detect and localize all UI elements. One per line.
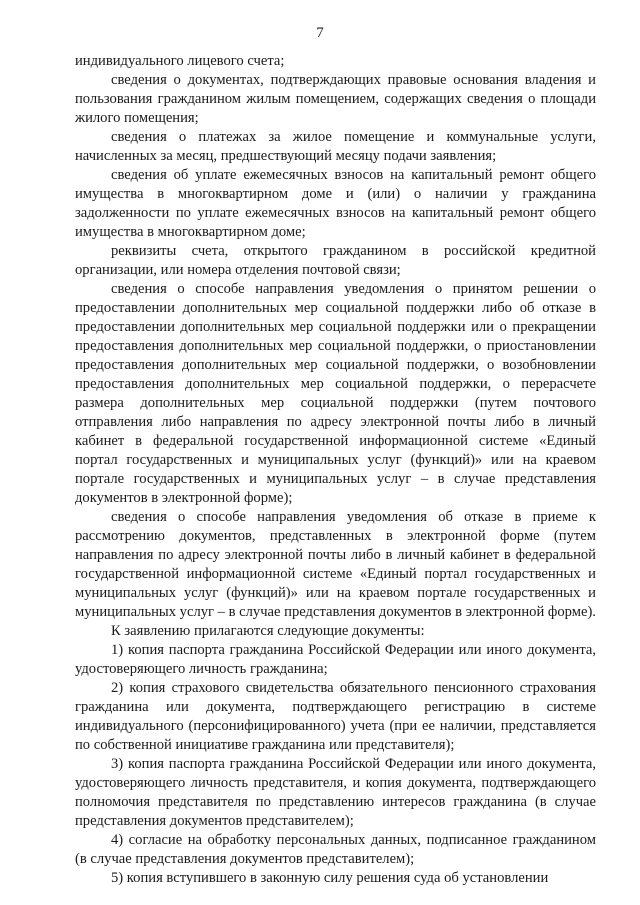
paragraph-9: 1) копия паспорта гражданина Российской Федерации или иного документа, удостоверяющего личность гражданина; — [75, 642, 596, 677]
paragraph-11: 3) копия паспорта гражданина Российской Федерации или иного документа, удостоверяющего личность представителя, и копия документа, подтверждающего полномочия представителя по представлению интересов гражданина (в случае представления документов представителем); — [75, 756, 596, 829]
page-number: 7 — [316, 25, 324, 41]
document-body — [75, 52, 596, 888]
paragraph-6: сведения о способе направления уведомления о принятом решении о предоставлении дополнительных мер социальной поддержки либо об отказе в предоставлении дополнительных мер социальной поддержки или о прекращении предоставления дополнительных мер социальной поддержки, о приостановлении предоставления дополнительных мер социальной поддержки, о возобновлении предоставления дополнительных мер социальной поддержки, о перерасчете размера дополнительных мер социальной поддержки (путем почтового отправления либо направления по адресу электронной почты либо в личный кабинет в федеральной государственной информационной системе «Единый портал государственных и муниципальных услуг (функций)» или на краевом портале государственных и муниципальных услуг – в случае представления документов в электронной форме); — [75, 281, 596, 506]
paragraph-13: 5) копия вступившего в законную силу решения суда об установлении — [111, 870, 549, 886]
paragraph-10: 2) копия страхового свидетельства обязательного пенсионного страхования гражданина или документа, подтверждающего регистрацию в системе индивидуального (персонифицированного) учета (при ее наличии, представляется по собственной инициативе гражданина или представителя); — [75, 680, 596, 753]
paragraph-5: реквизиты счета, открытого гражданином в российской кредитной организации, или номера отделения почтовой связи; — [75, 243, 596, 278]
paragraph-8: К заявлению прилагаются следующие документы: — [111, 623, 425, 639]
paragraph-4: сведения об уплате ежемесячных взносов на капитальный ремонт общего имущества в многоквартирном доме и (или) о наличии у гражданина задолженности по уплате ежемесячных взносов на капитальный ремонт общего имущества в многоквартирном доме; — [75, 167, 596, 240]
paragraph-7: сведения о способе направления уведомления об отказе в приеме к рассмотрению документов, представленных в электронной форме (путем направления по адресу электронной почты либо в личный кабинет в федеральной государственной информационной системе «Единый портал государственных и муниципальных услуг (функций)» или на краевом портале государственных и муниципальных услуг – в случае представления документов в электронной форме). — [75, 509, 596, 620]
paragraph-12: 4) согласие на обработку персональных данных, подписанное гражданином (в случае представления документов представителем); — [75, 832, 596, 867]
paragraph-1: индивидуального лицевого счета; — [75, 53, 285, 69]
paragraph-2: сведения о документах, подтверждающих правовые основания владения и пользования гражданином жилым помещением, содержащих сведения о площади жилого помещения; — [75, 72, 596, 126]
paragraph-3: сведения о платежах за жилое помещение и коммунальные услуги, начисленных за месяц, предшествующий месяцу подачи заявления; — [75, 129, 596, 164]
